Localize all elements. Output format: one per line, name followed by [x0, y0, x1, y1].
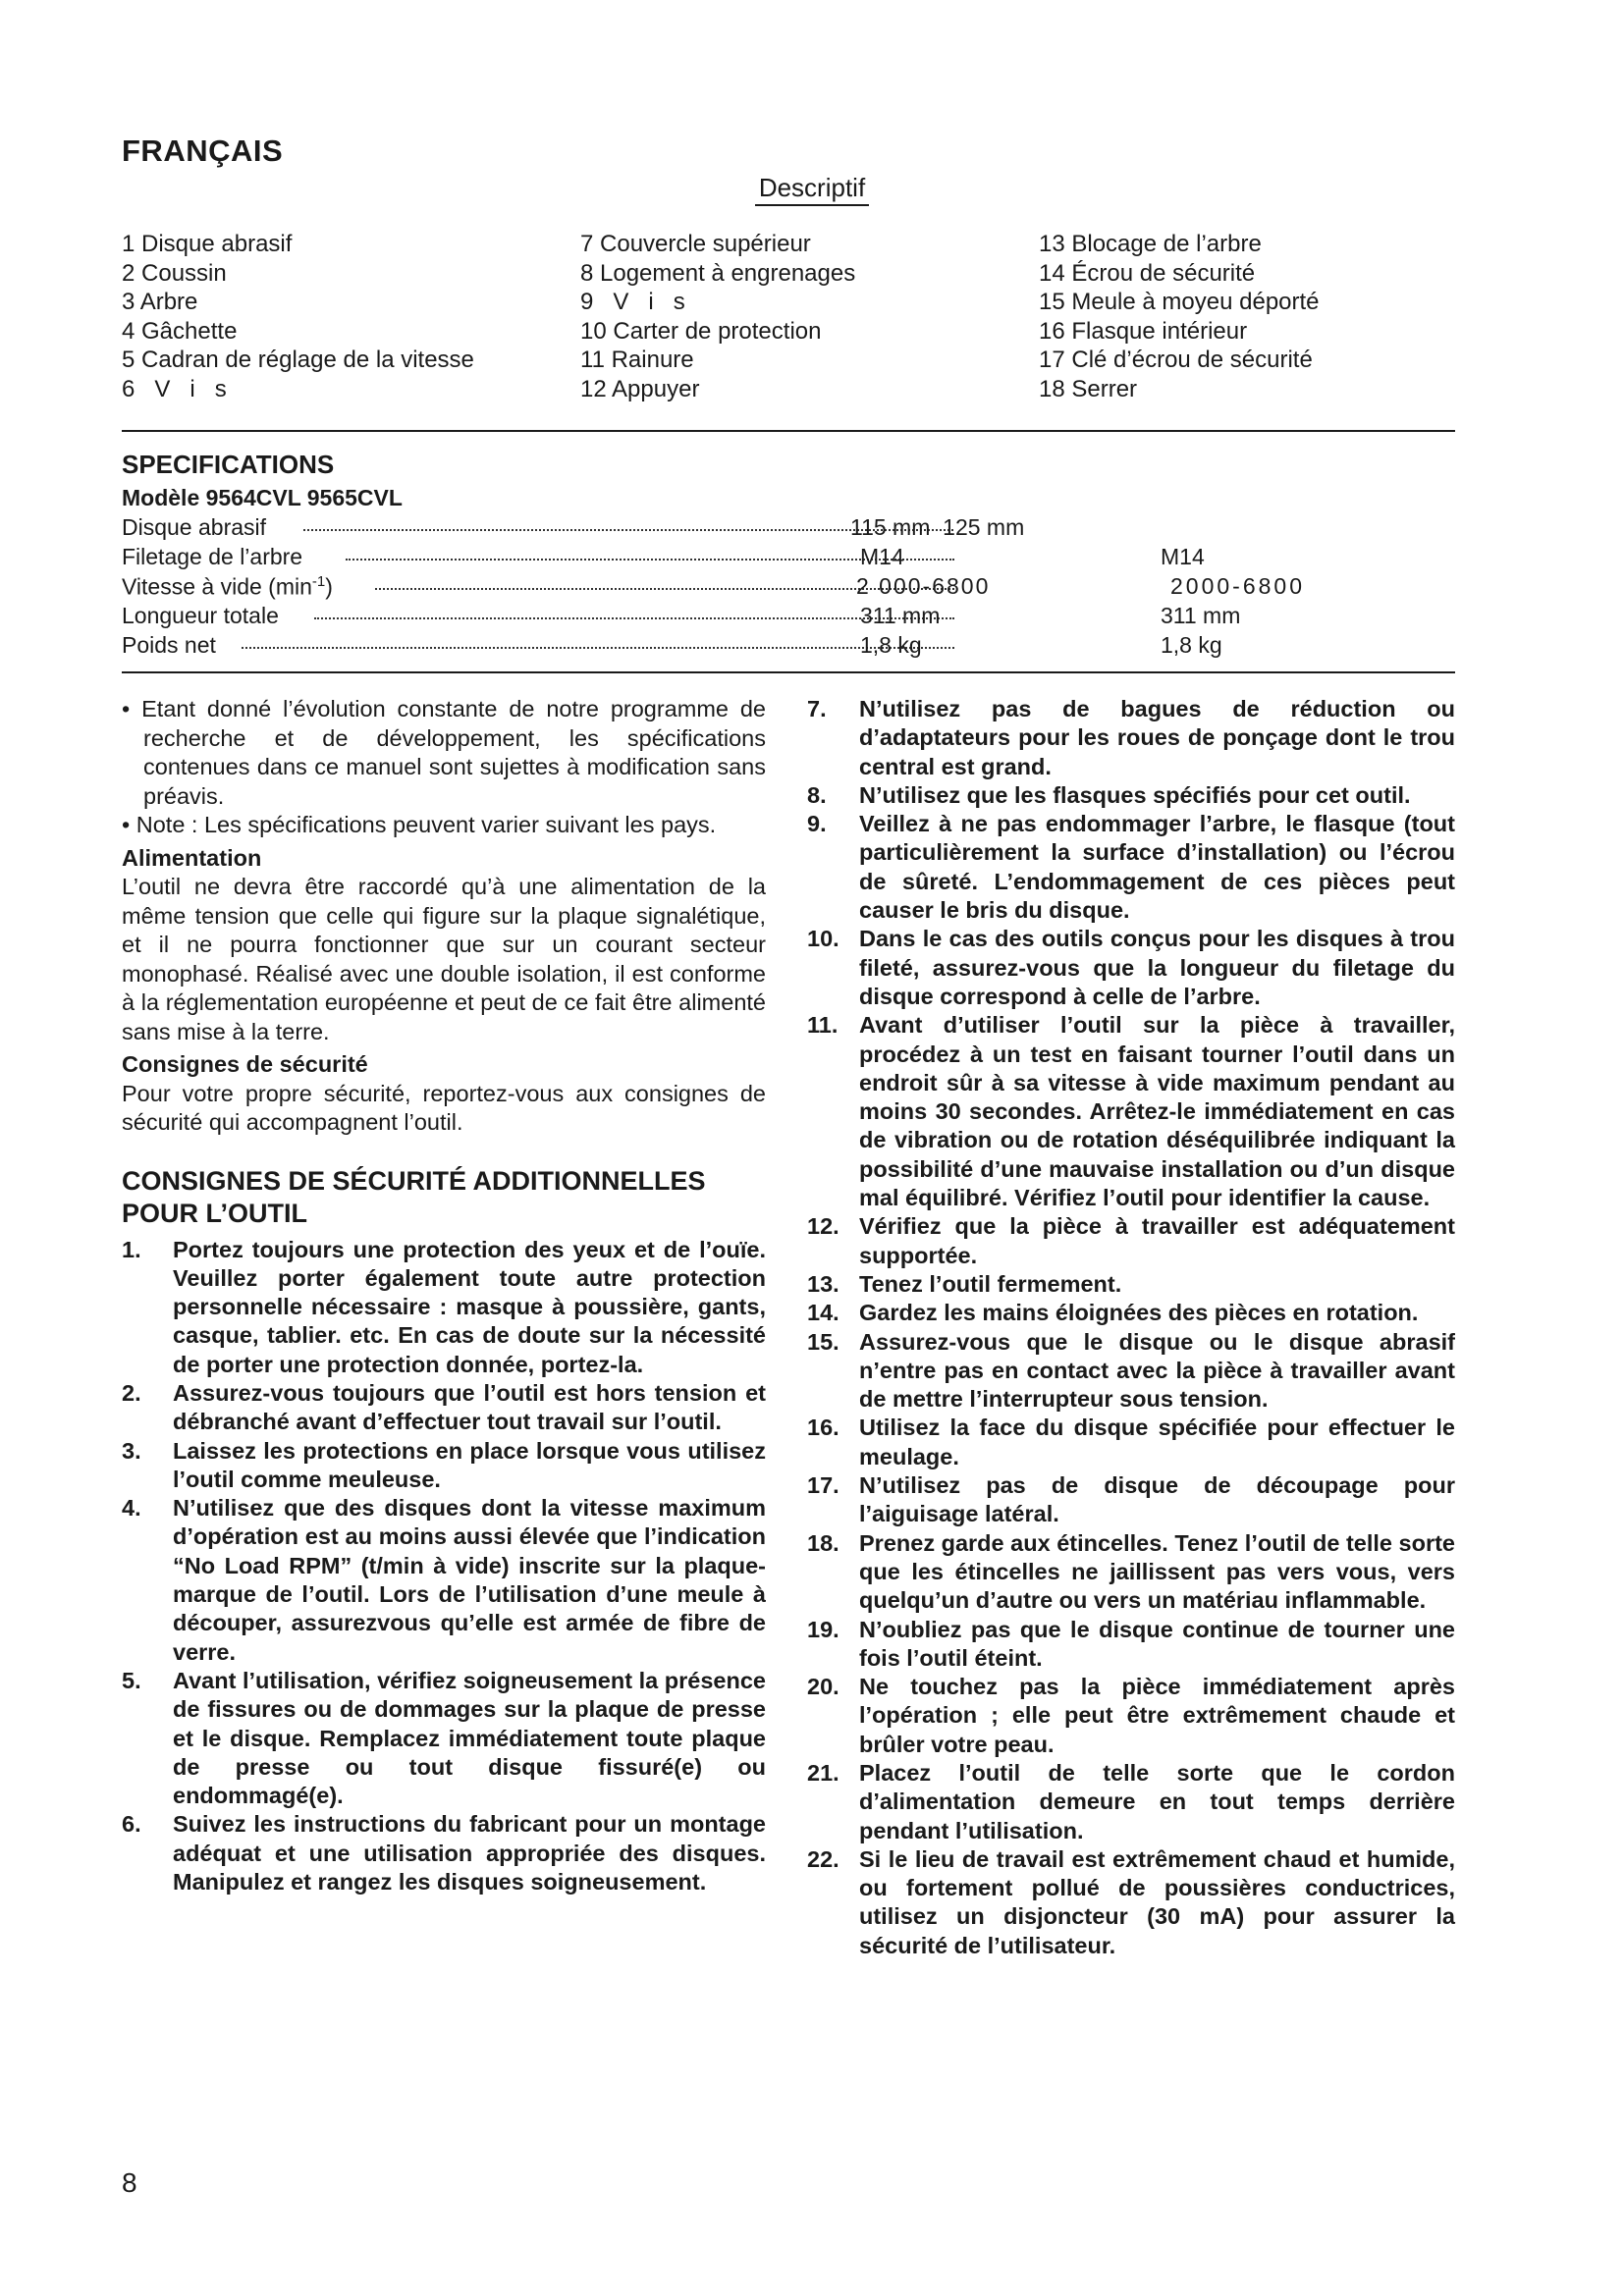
- power-heading: Alimentation: [122, 844, 262, 871]
- part-label: 4 Gâchette: [122, 317, 238, 345]
- safety-item: [807, 1270, 1455, 1299]
- item-number: 11.: [807, 1012, 839, 1039]
- spec-label: Poids net: [122, 632, 216, 658]
- spec-value: 2 000-6800: [856, 573, 991, 599]
- power-paragraph: L’outil ne devra être raccordé qu’à une alimentation de la même tension que celle qui figure sur la plaque signalétique, et il ne pourra fonctionner que sur un courant secteur monophasé. Réalisé avec une double isolation, il est conforme à la réglementation européenne et peut de ce fait être alimenté sans mise à la terre.: [122, 874, 766, 1044]
- item-text: Gardez les mains éloignées des pièces en rotation.: [859, 1300, 1419, 1326]
- safety-item: [807, 1011, 1455, 1212]
- descriptif-column-1: [122, 230, 474, 403]
- descriptif-column-3: [1039, 230, 1320, 403]
- superscript: -1: [311, 573, 326, 590]
- item-text: Veillez à ne pas endommager l’arbre, le flasque (tout particulièrement la surface d’installation) ou l’écrou de sûreté. L’endommagement de ces pièces peut causer le bris du disque.: [859, 811, 1455, 924]
- spec-value: 1,8 kg: [860, 632, 922, 658]
- safety-item: [807, 781, 1455, 810]
- safety-item: [807, 1529, 1455, 1616]
- safety-item: [807, 1414, 1455, 1471]
- item-text: Laissez les protections en place lorsque vous utilisez l’outil comme meuleuse.: [173, 1437, 766, 1492]
- safety-item: [807, 925, 1455, 1011]
- item-number: 9.: [807, 811, 827, 837]
- part-label: 10 Carter de protection: [580, 317, 822, 345]
- part-label: 18 Serrer: [1039, 375, 1138, 402]
- part-label: 3 Arbre: [122, 289, 198, 315]
- dot-leader: [314, 617, 954, 619]
- part-label: 5 Cadran de réglage de la vitesse: [122, 347, 474, 373]
- item-number: 19.: [807, 1616, 839, 1642]
- part-label: 6 V i s: [122, 375, 227, 402]
- spec-note-bullet: • Note : Les spécifications peuvent varier suivant les pays.: [122, 812, 717, 837]
- part-label: 9 V i s: [580, 289, 685, 315]
- spec-row: [122, 573, 1329, 603]
- item-text: Vérifiez que la pièce à travailler est adéquatement supportée.: [859, 1213, 1455, 1268]
- item-number: 8.: [807, 781, 827, 808]
- additional-safety-heading: CONSIGNES DE SÉCURITÉ ADDITIONNELLES POUR L’OUTIL: [122, 1165, 706, 1228]
- spec-value: 311 mm: [860, 603, 941, 628]
- item-text: Avant l’utilisation, vérifiez soigneusement la présence de fissures ou de dommages sur la plaque de presse et le disque. Remplacez immédiatement toute plaque de presse ou tout disque fissuré(e) ou endommagé(e).: [173, 1667, 766, 1809]
- safety-paragraph: Pour votre propre sécurité, reportez-vous aux consignes de sécurité qui accompagnent l’outil.: [122, 1080, 766, 1135]
- item-number: 14.: [807, 1300, 839, 1326]
- section-divider: [122, 430, 1455, 432]
- spec-value: M14: [1161, 544, 1205, 569]
- language-heading: FRANÇAIS: [122, 133, 284, 168]
- part-label: 17 Clé d’écrou de sécurité: [1039, 347, 1313, 373]
- safety-item: [807, 1299, 1455, 1327]
- item-number: 2.: [122, 1379, 141, 1406]
- spec-label: Longueur totale: [122, 603, 279, 628]
- part-label: 15 Meule à moyeu déporté: [1039, 289, 1320, 315]
- item-number: 1.: [122, 1236, 141, 1262]
- safety-item: [122, 1810, 766, 1896]
- item-text: Suivez les instructions du fabricant pour un montage adéquat et une utilisation appropriée des disques. Manipulez et rangez les disques soigneusement.: [173, 1811, 766, 1896]
- item-number: 20.: [807, 1674, 839, 1700]
- safety-item: [807, 1673, 1455, 1759]
- item-text: N’utilisez pas de bagues de réduction ou d’adaptateurs pour les roues de ponçage dont le trou central est grand.: [859, 696, 1455, 779]
- safety-item: [122, 1667, 766, 1810]
- item-text: Placez l’outil de telle sorte que le cordon d’alimentation demeure en tout temps derrière pendant l’utilisation.: [859, 1759, 1455, 1843]
- item-number: 10.: [807, 926, 839, 952]
- safety-item: [807, 1471, 1455, 1529]
- descriptif-column-2: [580, 230, 855, 403]
- page-number: 8: [122, 2167, 137, 2198]
- part-label: 16 Flasque intérieur: [1039, 317, 1248, 345]
- part-label: 2 Coussin: [122, 259, 227, 287]
- section-divider: [122, 671, 1455, 673]
- item-text: N’oubliez pas que le disque continue de tourner une fois l’outil éteint.: [859, 1616, 1455, 1671]
- item-text: Portez toujours une protection des yeux et de l’ouïe. Veuillez porter également toute autre protection personnelle nécessaire : masque à poussière, gants, casque, tablier. etc. En cas de doute sur la nécessité de porter une protection donnée, portez-la.: [173, 1236, 766, 1377]
- safety-item: [807, 1845, 1455, 1960]
- item-number: 6.: [122, 1811, 141, 1838]
- item-text: Si le lieu de travail est extrêmement chaud et humide, ou fortement pollué de poussières conductrices, utilisez un disjoncteur (30 mA) pour assurer la sécurité de l’utilisateur.: [859, 1845, 1455, 1958]
- item-text: N’utilisez que les flasques spécifiés pour cet outil.: [859, 781, 1411, 808]
- item-text: Ne touchez pas la pièce immédiatement après l’opération ; elle peut être extrêmement chaude et brûler votre peau.: [859, 1674, 1455, 1757]
- item-number: 4.: [122, 1495, 141, 1522]
- safety-item: [122, 1437, 766, 1495]
- spec-value: 2000-6800: [1170, 573, 1305, 599]
- item-number: 18.: [807, 1529, 839, 1556]
- item-number: 3.: [122, 1437, 141, 1464]
- item-text: Assurez-vous que le disque ou le disque abrasif n’entre pas en contact avec la pièce à travailler avant de mettre l’interrupteur sous tension.: [859, 1328, 1455, 1413]
- descriptif-heading: [0, 173, 1624, 203]
- spec-note-bullet: • Etant donné l’évolution constante de notre programme de recherche et de développement, les spécifications contenues dans ce manuel sont sujettes à modification sans préavis.: [122, 696, 766, 809]
- right-column: [807, 695, 1455, 1960]
- safety-item: [807, 695, 1455, 781]
- spec-row: [122, 514, 1329, 544]
- safety-heading: Consignes de sécurité: [122, 1051, 368, 1077]
- spec-value: M14: [860, 544, 904, 569]
- item-number: 21.: [807, 1759, 839, 1786]
- part-label: 14 Écrou de sécurité: [1039, 259, 1256, 287]
- safety-item: [807, 1759, 1455, 1845]
- safety-item: [122, 1236, 766, 1379]
- spec-value-models: 115 mm 125 mm: [850, 514, 1025, 540]
- spec-row: [122, 632, 1329, 662]
- item-text: Avant d’utiliser l’outil sur la pièce à travailler, procédez à un test en faisant tourner l’outil dans un endroit sûr à sa vitesse à vide maximum pendant au moins 30 secondes. Arrêtez-le immédiatement en cas de vibration ou de rotation déséquilibrée indiquant la possibilité d’une mauvaise installation ou d’un disque mal équilibré. Vérifiez l’outil pour identifier la cause.: [859, 1012, 1455, 1211]
- item-number: 15.: [807, 1328, 839, 1355]
- safety-item: [807, 810, 1455, 925]
- part-label: 8 Logement à engrenages: [580, 259, 856, 287]
- part-label: 11 Rainure: [580, 347, 694, 373]
- spec-label: Vitesse à vide $(\min^{-1})$: [122, 573, 333, 600]
- item-text: Assurez-vous toujours que l’outil est hors tension et débranché avant d’effectuer tout travail sur l’outil.: [173, 1379, 766, 1435]
- item-text: Prenez garde aux étincelles. Tenez l’outil de telle sorte que les étincelles ne jaillissent pas vers vous, vers quelqu’un d’autre ou vers un matériau inflammable.: [859, 1529, 1455, 1614]
- safety-item: [807, 1328, 1455, 1415]
- part-label: 12 Appuyer: [580, 375, 700, 402]
- part-label: 13 Blocage de l’arbre: [1039, 231, 1262, 257]
- dot-leader: [242, 647, 954, 649]
- descriptif-title-text: Descriptif: [755, 173, 869, 206]
- part-label: 7 Couvercle supérieur: [580, 231, 811, 257]
- item-text: N’utilisez pas de disque de découpage pour l’aiguisage latéral.: [859, 1472, 1455, 1527]
- safety-item: [122, 1494, 766, 1667]
- item-number: 5.: [122, 1667, 141, 1693]
- safety-item: [807, 1616, 1455, 1674]
- item-text: Utilisez la face du disque spécifiée pour effectuer le meulage.: [859, 1415, 1455, 1469]
- safety-item: [807, 1212, 1455, 1270]
- specifications-heading: SPECIFICATIONS: [122, 450, 335, 479]
- item-number: 16.: [807, 1415, 839, 1441]
- item-text: Dans le cas des outils conçus pour les disques à trou fileté, assurez-vous que la longueur du filetage du disque correspond à celle de l’arbre.: [859, 926, 1455, 1009]
- item-number: 22.: [807, 1845, 839, 1872]
- spec-value: 1,8 kg: [1161, 632, 1222, 658]
- model-line: Modèle 9564CVL 9565CVL: [122, 485, 403, 510]
- spec-label: Disque abrasif: [122, 514, 267, 540]
- spec-row: [122, 603, 1329, 632]
- item-text: N’utilisez que des disques dont la vitesse maximum d’opération est au moins aussi élevée que l’indication “No Load RPM” (t/min à vide) inscrite sur la plaque-marque de l’outil. Lors de l’utilisation d’une meule à découper, assurezvous qu’elle est armée de fibre de verre.: [173, 1495, 766, 1665]
- part-label: 1 Disque abrasif: [122, 231, 293, 257]
- item-number: 13.: [807, 1270, 839, 1297]
- spec-row: [122, 544, 1329, 573]
- item-text: Tenez l’outil fermement.: [859, 1270, 1122, 1297]
- item-number: 12.: [807, 1213, 839, 1240]
- safety-item: [122, 1379, 766, 1437]
- item-number: 7.: [807, 696, 827, 721]
- spec-label: Filetage de l’arbre: [122, 544, 303, 569]
- item-number: 17.: [807, 1472, 839, 1499]
- left-column: [122, 695, 766, 1896]
- spec-value: 311 mm: [1161, 603, 1241, 628]
